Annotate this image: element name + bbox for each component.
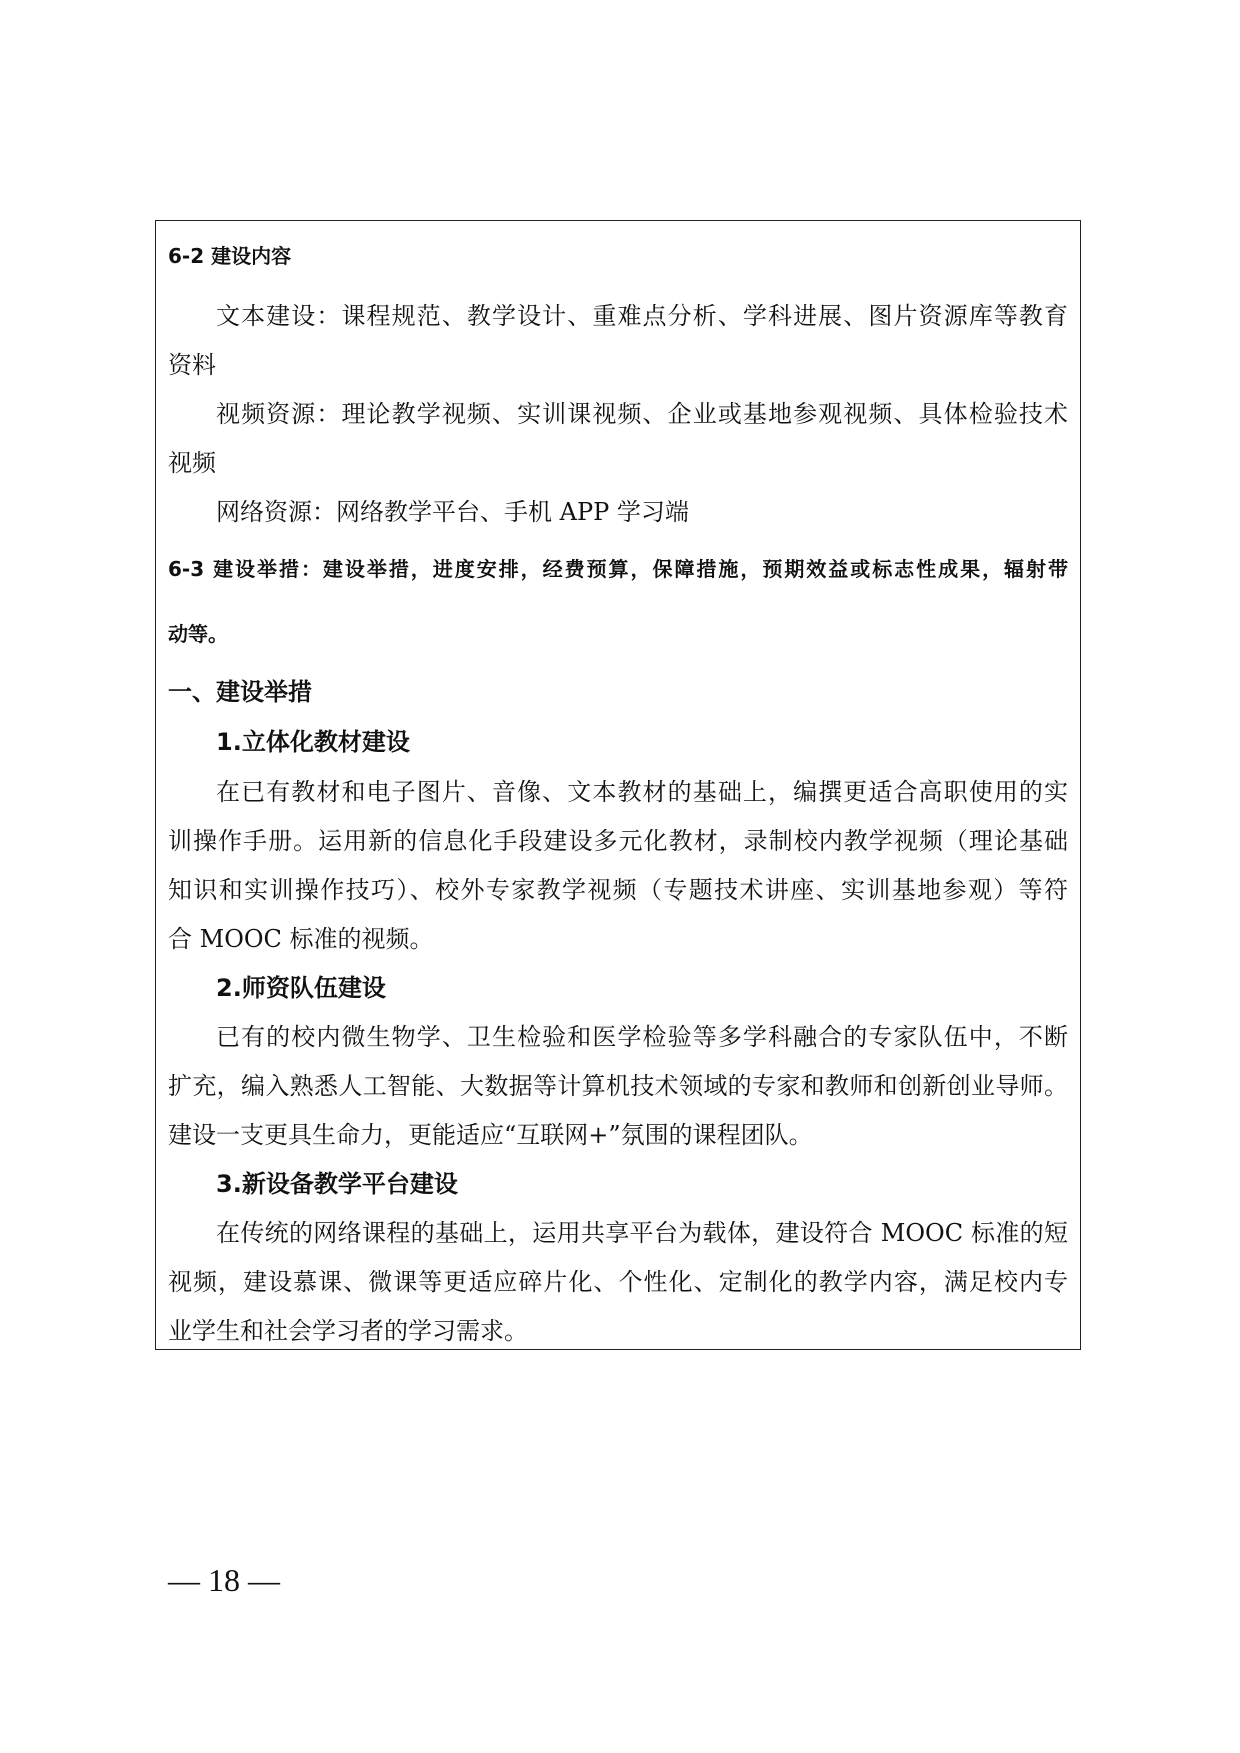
item-1-paragraph-line-4: 合 MOOC 标准的视频。: [168, 925, 434, 953]
item-1-paragraph-line-2: 训操作手册。运用新的信息化手段建设多元化教材，录制校内教学视频（理论基础: [168, 827, 1068, 855]
text-resources-line-2: 资料: [168, 351, 216, 379]
section-6-2-heading: 6-2 建设内容: [168, 244, 292, 268]
text-resources-line-1: 文本建设：课程规范、教学设计、重难点分析、学科进展、图片资源库等教育: [216, 302, 1068, 330]
item-1-heading: 1.立体化教材建设: [216, 728, 410, 756]
section-6-3-heading-line-2: 动等。: [168, 622, 228, 646]
page-number: — 18 —: [168, 1562, 280, 1598]
section-6-3-heading-line-1: 6-3 建设举措：建设举措，进度安排，经费预算，保障措施，预期效益或标志性成果，辐射带: [168, 557, 1068, 581]
network-resources-line: 网络资源：网络教学平台、手机 APP 学习端: [216, 498, 689, 526]
item-2-paragraph-line-2: 扩充，编入熟悉人工智能、大数据等计算机技术领域的专家和教师和创新创业导师。: [168, 1072, 1068, 1100]
item-3-paragraph-line-3: 业学生和社会学习者的学习需求。: [168, 1317, 528, 1345]
item-2-paragraph-line-1: 已有的校内微生物学、卫生检验和医学检验等多学科融合的专家队伍中，不断: [216, 1023, 1068, 1051]
item-2-heading: 2.师资队伍建设: [216, 974, 386, 1002]
item-3-heading: 3.新设备教学平台建设: [216, 1170, 458, 1198]
item-3-paragraph-line-1: 在传统的网络课程的基础上，运用共享平台为载体，建设符合 MOOC 标准的短: [216, 1219, 1068, 1247]
video-resources-line-1: 视频资源：理论教学视频、实训课视频、企业或基地参观视频、具体检验技术: [216, 400, 1068, 428]
item-1-paragraph-line-3: 知识和实训操作技巧）、校外专家教学视频（专题技术讲座、实训基地参观）等符: [168, 876, 1068, 904]
item-2-paragraph-line-3: 建设一支更具生命力，更能适应“互联网+”氛围的课程团队。: [168, 1121, 813, 1149]
video-resources-line-2: 视频: [168, 449, 216, 477]
item-1-paragraph-line-1: 在已有教材和电子图片、音像、文本教材的基础上，编撰更适合高职使用的实: [216, 778, 1068, 806]
item-3-paragraph-line-2: 视频，建设慕课、微课等更适应碎片化、个性化、定制化的教学内容，满足校内专: [168, 1268, 1068, 1296]
part-1-heading: 一、建设举措: [168, 678, 312, 706]
